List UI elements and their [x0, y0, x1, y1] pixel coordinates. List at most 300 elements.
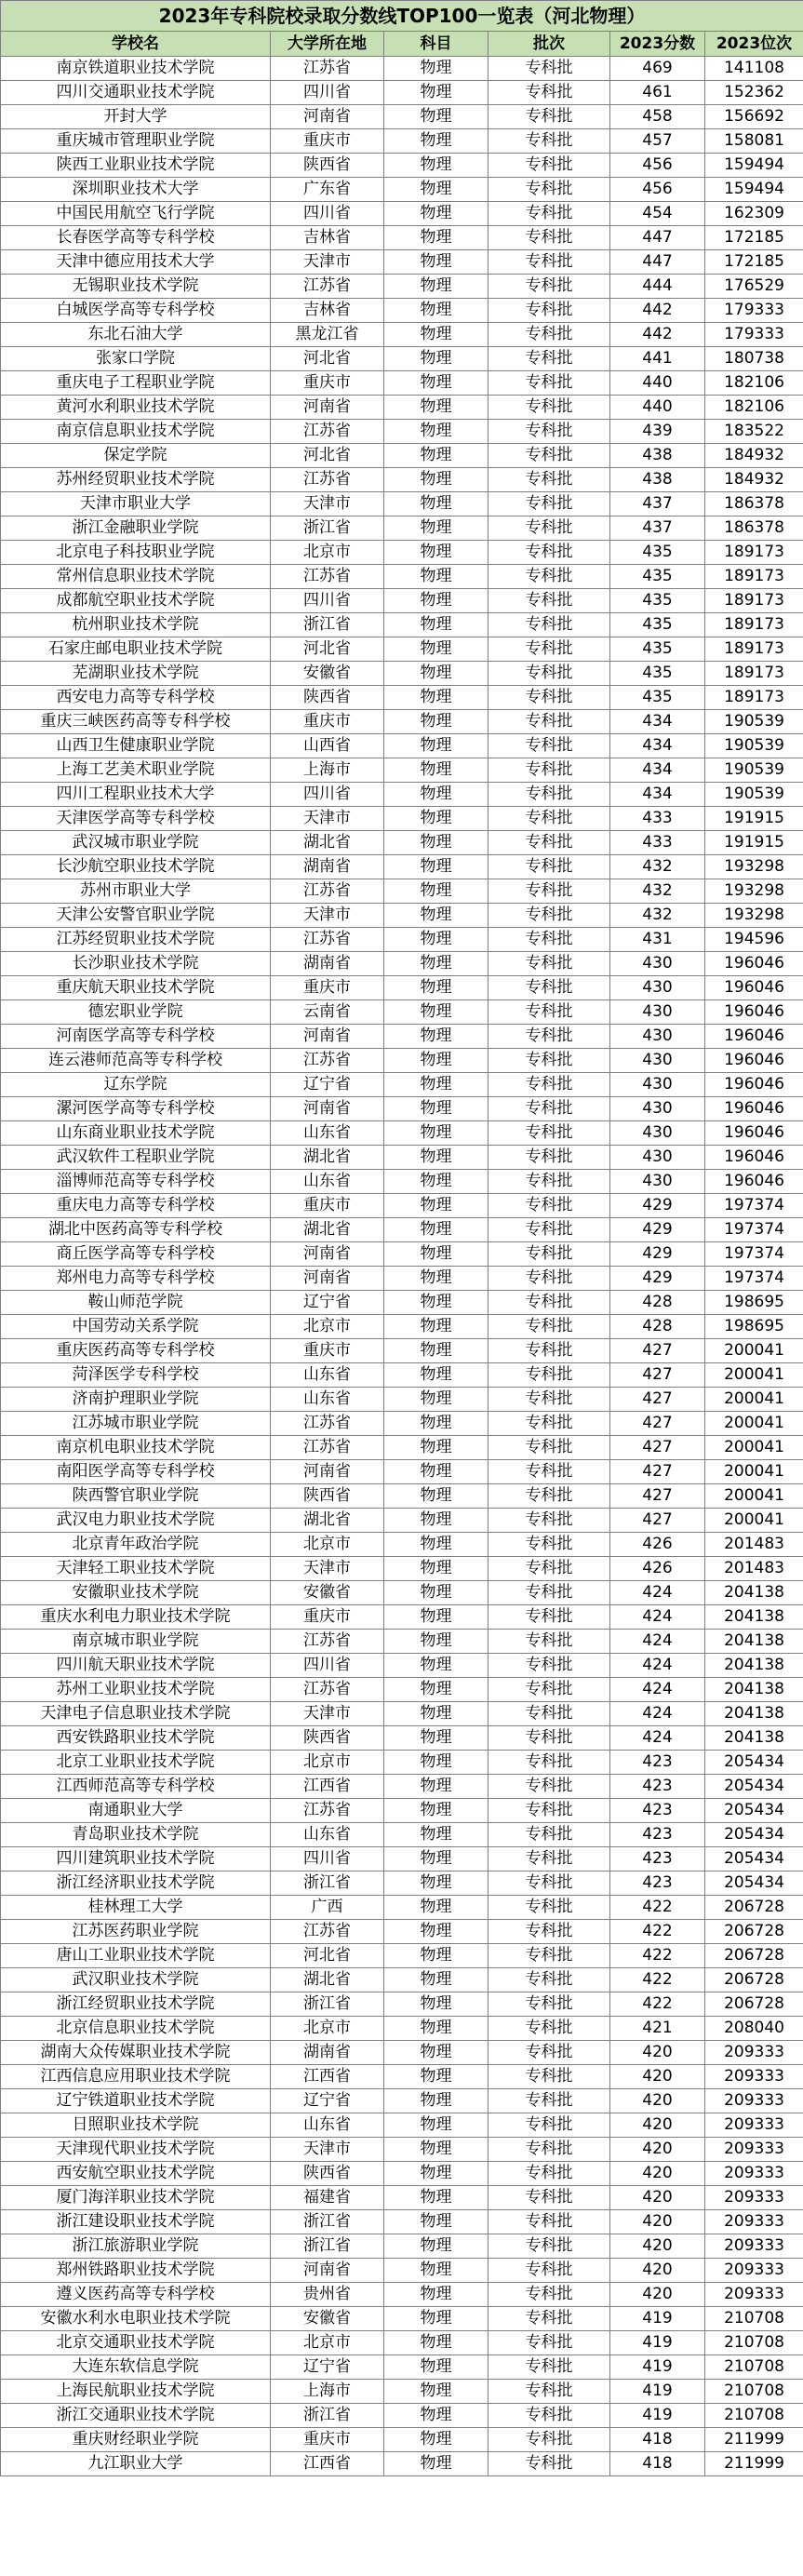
- score-cell: 427: [610, 1388, 705, 1412]
- score-cell: 430: [610, 1073, 705, 1097]
- table-row: [1, 2331, 803, 2355]
- school-name-cell: 大连东软信息学院: [1, 2355, 271, 2380]
- batch-cell: 专科批: [488, 1823, 610, 1847]
- location-cell: 黑龙江省: [271, 323, 384, 347]
- batch-cell: 专科批: [488, 2113, 610, 2138]
- batch-cell: 专科批: [488, 1896, 610, 1920]
- batch-cell: 专科批: [488, 1363, 610, 1388]
- batch-cell: 专科批: [488, 1726, 610, 1751]
- location-cell: 重庆市: [271, 1339, 384, 1363]
- table-row: [1, 807, 803, 831]
- subject-cell: 物理: [384, 2307, 488, 2331]
- batch-cell: 专科批: [488, 105, 610, 129]
- subject-cell: 物理: [384, 686, 488, 710]
- subject-cell: 物理: [384, 57, 488, 81]
- subject-cell: 物理: [384, 1799, 488, 1823]
- school-name-cell: 漯河医学高等专科学校: [1, 1097, 271, 1121]
- table-row: [1, 444, 803, 468]
- rank-cell: 197374: [705, 1218, 803, 1242]
- table-row: [1, 1025, 803, 1049]
- batch-cell: 专科批: [488, 1751, 610, 1775]
- score-cell: 420: [610, 2162, 705, 2186]
- rank-cell: 189173: [705, 613, 803, 637]
- batch-cell: 专科批: [488, 1097, 610, 1121]
- table-row: [1, 517, 803, 541]
- subject-cell: 物理: [384, 2162, 488, 2186]
- rank-cell: 206728: [705, 1920, 803, 1944]
- score-cell: 427: [610, 1412, 705, 1436]
- table-row: [1, 541, 803, 565]
- school-name-cell: 德宏职业学院: [1, 1000, 271, 1025]
- table-row: [1, 589, 803, 613]
- batch-cell: 专科批: [488, 2452, 610, 2476]
- school-name-cell: 济南护理职业学院: [1, 1388, 271, 1412]
- location-cell: 重庆市: [271, 1194, 384, 1218]
- location-cell: 重庆市: [271, 129, 384, 154]
- score-cell: 426: [610, 1533, 705, 1557]
- table-row: [1, 1726, 803, 1751]
- table-row: [1, 226, 803, 250]
- batch-cell: 专科批: [488, 807, 610, 831]
- score-cell: 458: [610, 105, 705, 129]
- batch-cell: 专科批: [488, 1412, 610, 1436]
- rank-cell: 200041: [705, 1509, 803, 1533]
- subject-cell: 物理: [384, 1436, 488, 1460]
- school-name-cell: 常州信息职业技术学院: [1, 565, 271, 589]
- score-cell: 434: [610, 734, 705, 758]
- table-row: [1, 1509, 803, 1533]
- table-row: [1, 904, 803, 928]
- location-cell: 辽宁省: [271, 1073, 384, 1097]
- school-name-cell: 四川工程职业技术大学: [1, 783, 271, 807]
- score-cell: 429: [610, 1218, 705, 1242]
- school-name-cell: 南京信息职业技术学院: [1, 420, 271, 444]
- score-cell: 420: [610, 2113, 705, 2138]
- score-cell: 431: [610, 928, 705, 952]
- table-row: [1, 1605, 803, 1630]
- rank-cell: 209333: [705, 2259, 803, 2283]
- batch-cell: 专科批: [488, 1944, 610, 1968]
- location-cell: 江苏省: [271, 468, 384, 492]
- score-cell: 441: [610, 347, 705, 371]
- score-cell: 424: [610, 1726, 705, 1751]
- school-name-cell: 武汉职业技术学院: [1, 1968, 271, 1992]
- rank-cell: 179333: [705, 323, 803, 347]
- subject-cell: 物理: [384, 371, 488, 396]
- score-cell: 435: [610, 541, 705, 565]
- subject-cell: 物理: [384, 1267, 488, 1291]
- location-cell: 浙江省: [271, 2234, 384, 2259]
- location-cell: 辽宁省: [271, 2355, 384, 2380]
- score-cell: 456: [610, 154, 705, 178]
- school-name-cell: 长春医学高等专科学校: [1, 226, 271, 250]
- rank-cell: 191915: [705, 831, 803, 855]
- rank-cell: 182106: [705, 371, 803, 396]
- batch-cell: 专科批: [488, 2331, 610, 2355]
- batch-cell: 专科批: [488, 1436, 610, 1460]
- location-cell: 陕西省: [271, 154, 384, 178]
- subject-cell: 物理: [384, 1654, 488, 1678]
- table-row: [1, 178, 803, 202]
- subject-cell: 物理: [384, 2089, 488, 2113]
- batch-cell: 专科批: [488, 2162, 610, 2186]
- location-cell: 山东省: [271, 1388, 384, 1412]
- school-name-cell: 苏州市职业大学: [1, 879, 271, 904]
- school-name-cell: 天津电子信息职业技术学院: [1, 1702, 271, 1726]
- table-row: [1, 2065, 803, 2089]
- rank-cell: 201483: [705, 1533, 803, 1557]
- batch-cell: 专科批: [488, 734, 610, 758]
- location-cell: 湖北省: [271, 1968, 384, 1992]
- school-name-cell: 鞍山师范学院: [1, 1291, 271, 1315]
- score-cell: 439: [610, 420, 705, 444]
- subject-cell: 物理: [384, 710, 488, 734]
- table-row: [1, 2089, 803, 2113]
- school-name-cell: 陕西警官职业学院: [1, 1484, 271, 1509]
- batch-cell: 专科批: [488, 347, 610, 371]
- rank-cell: 196046: [705, 1097, 803, 1121]
- subject-cell: 物理: [384, 129, 488, 154]
- subject-cell: 物理: [384, 1702, 488, 1726]
- score-cell: 420: [610, 2259, 705, 2283]
- rank-cell: 189173: [705, 686, 803, 710]
- subject-cell: 物理: [384, 468, 488, 492]
- school-name-cell: 天津现代职业技术学院: [1, 2138, 271, 2162]
- location-cell: 北京市: [271, 2331, 384, 2355]
- location-cell: 浙江省: [271, 1992, 384, 2017]
- score-cell: 427: [610, 1484, 705, 1509]
- batch-cell: 专科批: [488, 2380, 610, 2404]
- score-cell: 423: [610, 1775, 705, 1799]
- subject-cell: 物理: [384, 1363, 488, 1388]
- rank-cell: 197374: [705, 1242, 803, 1267]
- rank-cell: 209333: [705, 2113, 803, 2138]
- school-name-cell: 遵义医药高等专科学校: [1, 2283, 271, 2307]
- location-cell: 江苏省: [271, 1678, 384, 1702]
- score-cell: 420: [610, 2138, 705, 2162]
- school-name-cell: 江苏医药职业学院: [1, 1920, 271, 1944]
- location-cell: 江苏省: [271, 1412, 384, 1436]
- batch-cell: 专科批: [488, 2138, 610, 2162]
- table-row: [1, 1218, 803, 1242]
- rank-cell: 210708: [705, 2404, 803, 2428]
- location-cell: 河南省: [271, 1025, 384, 1049]
- rank-cell: 209333: [705, 2138, 803, 2162]
- table-row: [1, 855, 803, 879]
- subject-cell: 物理: [384, 517, 488, 541]
- rank-cell: 190539: [705, 758, 803, 783]
- rank-cell: 183522: [705, 420, 803, 444]
- batch-cell: 专科批: [488, 517, 610, 541]
- location-cell: 江苏省: [271, 275, 384, 299]
- school-name-cell: 四川建筑职业技术学院: [1, 1847, 271, 1872]
- batch-cell: 专科批: [488, 2210, 610, 2234]
- batch-cell: 专科批: [488, 855, 610, 879]
- location-cell: 河南省: [271, 1460, 384, 1484]
- rank-cell: 200041: [705, 1412, 803, 1436]
- location-cell: 北京市: [271, 541, 384, 565]
- location-cell: 天津市: [271, 2138, 384, 2162]
- score-cell: 418: [610, 2452, 705, 2476]
- school-name-cell: 重庆水利电力职业技术学院: [1, 1605, 271, 1630]
- score-cell: 435: [610, 565, 705, 589]
- subject-cell: 物理: [384, 1146, 488, 1170]
- rank-cell: 159494: [705, 178, 803, 202]
- subject-cell: 物理: [384, 492, 488, 517]
- table-row: [1, 1968, 803, 1992]
- rank-cell: 179333: [705, 299, 803, 323]
- school-name-cell: 连云港师范高等专科学校: [1, 1049, 271, 1073]
- subject-cell: 物理: [384, 2428, 488, 2452]
- school-name-cell: 四川交通职业技术学院: [1, 81, 271, 105]
- subject-cell: 物理: [384, 1509, 488, 1533]
- school-name-cell: 河南医学高等专科学校: [1, 1025, 271, 1049]
- score-cell: 424: [610, 1654, 705, 1678]
- score-cell: 427: [610, 1363, 705, 1388]
- score-cell: 423: [610, 1872, 705, 1896]
- table-row: [1, 1533, 803, 1557]
- subject-cell: 物理: [384, 831, 488, 855]
- subject-cell: 物理: [384, 1218, 488, 1242]
- location-cell: 湖北省: [271, 1218, 384, 1242]
- rank-cell: 209333: [705, 2186, 803, 2210]
- table-row: [1, 2017, 803, 2041]
- table-row: [1, 1073, 803, 1097]
- location-cell: 浙江省: [271, 2404, 384, 2428]
- score-cell: 440: [610, 371, 705, 396]
- table-row: [1, 275, 803, 299]
- score-cell: 428: [610, 1315, 705, 1339]
- batch-cell: 专科批: [488, 1581, 610, 1605]
- score-cell: 442: [610, 323, 705, 347]
- school-name-cell: 北京信息职业技术学院: [1, 2017, 271, 2041]
- batch-cell: 专科批: [488, 758, 610, 783]
- school-name-cell: 厦门海洋职业技术学院: [1, 2186, 271, 2210]
- subject-cell: 物理: [384, 904, 488, 928]
- table-row: [1, 1872, 803, 1896]
- school-name-cell: 重庆航天职业技术学院: [1, 976, 271, 1000]
- rank-cell: 198695: [705, 1291, 803, 1315]
- location-cell: 浙江省: [271, 2210, 384, 2234]
- batch-cell: 专科批: [488, 1654, 610, 1678]
- score-cell: 420: [610, 2041, 705, 2065]
- score-cell: 430: [610, 1049, 705, 1073]
- subject-cell: 物理: [384, 734, 488, 758]
- rank-cell: 205434: [705, 1751, 803, 1775]
- table-row: [1, 57, 803, 81]
- table-row: [1, 1823, 803, 1847]
- subject-cell: 物理: [384, 1049, 488, 1073]
- subject-cell: 物理: [384, 1484, 488, 1509]
- table-row: [1, 347, 803, 371]
- rank-cell: 200041: [705, 1388, 803, 1412]
- table-row: [1, 492, 803, 517]
- location-cell: 陕西省: [271, 2162, 384, 2186]
- table-row: [1, 468, 803, 492]
- table-row: [1, 928, 803, 952]
- subject-cell: 物理: [384, 928, 488, 952]
- rank-cell: 198695: [705, 1315, 803, 1339]
- school-name-cell: 重庆三峡医药高等专科学校: [1, 710, 271, 734]
- score-cell: 435: [610, 686, 705, 710]
- school-name-cell: 上海民航职业技术学院: [1, 2380, 271, 2404]
- school-name-cell: 浙江建设职业技术学院: [1, 2210, 271, 2234]
- rank-cell: 190539: [705, 783, 803, 807]
- score-cell: 434: [610, 758, 705, 783]
- school-name-cell: 浙江旅游职业学院: [1, 2234, 271, 2259]
- subject-cell: 物理: [384, 613, 488, 637]
- rank-cell: 162309: [705, 202, 803, 226]
- table-row: [1, 1388, 803, 1412]
- school-name-cell: 天津医学高等专科学校: [1, 807, 271, 831]
- subject-cell: 物理: [384, 2380, 488, 2404]
- rank-cell: 210708: [705, 2307, 803, 2331]
- subject-cell: 物理: [384, 1581, 488, 1605]
- school-name-cell: 北京青年政治学院: [1, 1533, 271, 1557]
- rank-cell: 186378: [705, 492, 803, 517]
- rank-cell: 205434: [705, 1872, 803, 1896]
- subject-cell: 物理: [384, 202, 488, 226]
- subject-cell: 物理: [384, 1726, 488, 1751]
- subject-cell: 物理: [384, 758, 488, 783]
- location-cell: 江苏省: [271, 565, 384, 589]
- score-cell: 430: [610, 1121, 705, 1146]
- rank-cell: 189173: [705, 637, 803, 662]
- school-name-cell: 南京机电职业技术学院: [1, 1436, 271, 1460]
- location-cell: 四川省: [271, 202, 384, 226]
- subject-cell: 物理: [384, 250, 488, 275]
- rank-cell: 189173: [705, 541, 803, 565]
- school-name-cell: 西安电力高等专科学校: [1, 686, 271, 710]
- rank-cell: 196046: [705, 952, 803, 976]
- score-cell: 421: [610, 2017, 705, 2041]
- score-cell: 434: [610, 783, 705, 807]
- location-cell: 河北省: [271, 637, 384, 662]
- score-cell: 429: [610, 1242, 705, 1267]
- school-name-cell: 四川航天职业技术学院: [1, 1654, 271, 1678]
- rank-cell: 204138: [705, 1678, 803, 1702]
- batch-cell: 专科批: [488, 2089, 610, 2113]
- school-name-cell: 天津中德应用技术大学: [1, 250, 271, 275]
- table-row: [1, 710, 803, 734]
- school-name-cell: 深圳职业技术大学: [1, 178, 271, 202]
- table-row: [1, 1170, 803, 1194]
- batch-cell: 专科批: [488, 928, 610, 952]
- location-cell: 浙江省: [271, 517, 384, 541]
- batch-cell: 专科批: [488, 1847, 610, 1872]
- location-cell: 江苏省: [271, 1436, 384, 1460]
- location-cell: 江苏省: [271, 420, 384, 444]
- batch-cell: 专科批: [488, 1242, 610, 1267]
- subject-cell: 物理: [384, 105, 488, 129]
- subject-cell: 物理: [384, 444, 488, 468]
- batch-cell: 专科批: [488, 1775, 610, 1799]
- score-cell: 437: [610, 517, 705, 541]
- score-cell: 430: [610, 1025, 705, 1049]
- rank-cell: 208040: [705, 2017, 803, 2041]
- subject-cell: 物理: [384, 2234, 488, 2259]
- location-cell: 重庆市: [271, 371, 384, 396]
- batch-cell: 专科批: [488, 541, 610, 565]
- rank-cell: 209333: [705, 2065, 803, 2089]
- batch-cell: 专科批: [488, 129, 610, 154]
- location-cell: 辽宁省: [271, 2089, 384, 2113]
- location-cell: 北京市: [271, 1751, 384, 1775]
- school-name-cell: 九江职业大学: [1, 2452, 271, 2476]
- location-cell: 山东省: [271, 1823, 384, 1847]
- score-cell: 419: [610, 2380, 705, 2404]
- batch-cell: 专科批: [488, 1968, 610, 1992]
- table-row: [1, 1146, 803, 1170]
- batch-cell: 专科批: [488, 1194, 610, 1218]
- score-cell: 426: [610, 1557, 705, 1581]
- subject-cell: 物理: [384, 1557, 488, 1581]
- table-row: [1, 1242, 803, 1267]
- rank-cell: 193298: [705, 879, 803, 904]
- score-cell: 429: [610, 1194, 705, 1218]
- subject-cell: 物理: [384, 1944, 488, 1968]
- school-name-cell: 南京铁道职业技术学院: [1, 57, 271, 81]
- rank-cell: 196046: [705, 1073, 803, 1097]
- batch-cell: 专科批: [488, 444, 610, 468]
- location-cell: 安徽省: [271, 662, 384, 686]
- location-cell: 吉林省: [271, 299, 384, 323]
- table-row: [1, 2259, 803, 2283]
- table-row: [1, 686, 803, 710]
- table-row: [1, 371, 803, 396]
- school-name-cell: 天津公安警官职业学院: [1, 904, 271, 928]
- table-row: [1, 1896, 803, 1920]
- table-row: [1, 2138, 803, 2162]
- rank-cell: 194596: [705, 928, 803, 952]
- header-batch: 批次: [488, 32, 610, 57]
- table-row: [1, 1581, 803, 1605]
- table-row: [1, 1363, 803, 1388]
- rank-cell: 209333: [705, 2210, 803, 2234]
- score-cell: 420: [610, 2210, 705, 2234]
- batch-cell: 专科批: [488, 710, 610, 734]
- subject-cell: 物理: [384, 1000, 488, 1025]
- location-cell: 重庆市: [271, 1605, 384, 1630]
- rank-cell: 200041: [705, 1484, 803, 1509]
- school-name-cell: 南阳医学高等专科学校: [1, 1460, 271, 1484]
- batch-cell: 专科批: [488, 662, 610, 686]
- header-rank: 2023位次: [705, 32, 803, 57]
- score-cell: 422: [610, 1944, 705, 1968]
- subject-cell: 物理: [384, 2283, 488, 2307]
- school-name-cell: 杭州职业技术学院: [1, 613, 271, 637]
- table-row: [1, 1339, 803, 1363]
- batch-cell: 专科批: [488, 2065, 610, 2089]
- school-name-cell: 重庆医药高等专科学校: [1, 1339, 271, 1363]
- batch-cell: 专科批: [488, 1339, 610, 1363]
- score-cell: 419: [610, 2307, 705, 2331]
- school-name-cell: 武汉电力职业技术学院: [1, 1509, 271, 1533]
- rank-cell: 184932: [705, 444, 803, 468]
- school-name-cell: 湖南大众传媒职业技术学院: [1, 2041, 271, 2065]
- location-cell: 广东省: [271, 178, 384, 202]
- table-row: [1, 1557, 803, 1581]
- rank-cell: 200041: [705, 1363, 803, 1388]
- batch-cell: 专科批: [488, 589, 610, 613]
- batch-cell: 专科批: [488, 1872, 610, 1896]
- school-name-cell: 东北石油大学: [1, 323, 271, 347]
- location-cell: 湖北省: [271, 831, 384, 855]
- score-cell: 456: [610, 178, 705, 202]
- batch-cell: 专科批: [488, 154, 610, 178]
- school-name-cell: 郑州电力高等专科学校: [1, 1267, 271, 1291]
- score-cell: 433: [610, 831, 705, 855]
